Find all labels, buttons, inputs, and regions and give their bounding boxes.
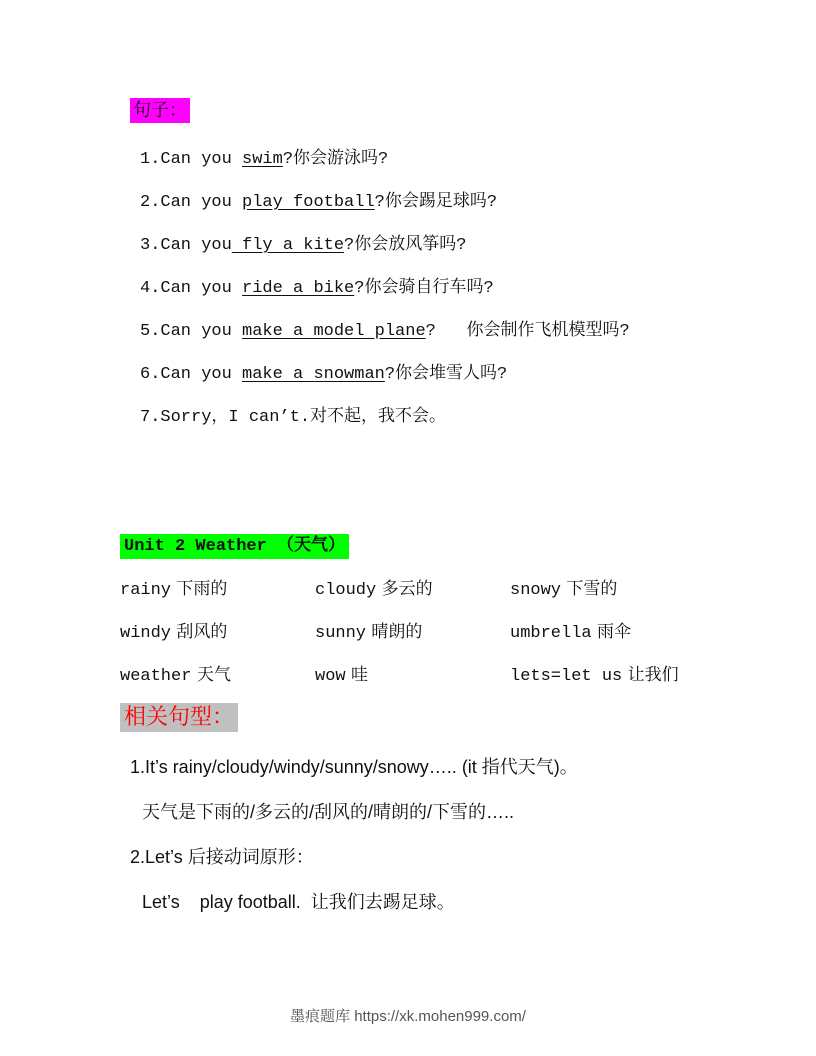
- unit2-heading: Unit 2 Weather （天气）: [120, 534, 349, 559]
- vocab-item: cloudy 多云的: [315, 579, 433, 600]
- sentence-2: 2.Can you play football?你会踢足球吗?: [140, 193, 498, 212]
- pattern-line-4: Let’s play football. 让我们去踢足球。: [142, 892, 455, 912]
- vocab-item: sunny 晴朗的: [315, 622, 423, 643]
- section-heading-sentences: 句子：: [130, 98, 190, 123]
- vocab-item: snowy 下雪的: [510, 579, 618, 600]
- vocab-item: windy 刮风的: [120, 622, 228, 643]
- patterns-heading: 相关句型：: [120, 703, 238, 732]
- sentence-1: 1.Can you swim?你会游泳吗?: [140, 150, 389, 169]
- vocab-item: wow 哇: [315, 665, 369, 686]
- pattern-line-3: 2.Let’s 后接动词原形：: [130, 847, 314, 867]
- pattern-line-2: 天气是下雨的/多云的/刮风的/晴朗的/下雪的…..: [142, 802, 515, 822]
- footer-watermark: 墨痕题库 https://xk.mohen999.com/: [290, 1008, 526, 1025]
- vocab-item: weather 天气: [120, 665, 231, 686]
- vocab-item: umbrella 雨伞: [510, 622, 632, 643]
- sentence-7: 7.Sorry，I can’t.对不起，我不会。: [140, 408, 447, 427]
- vocab-item: rainy 下雨的: [120, 579, 228, 600]
- vocab-item: lets=let us 让我们: [510, 665, 679, 686]
- pattern-line-1: 1.It’s rainy/cloudy/windy/sunny/snowy….. (it 指代天气)。: [130, 757, 578, 777]
- sentence-4: 4.Can you ride a bike?你会骑自行车吗?: [140, 279, 494, 298]
- sentence-6: 6.Can you make a snowman?你会堆雪人吗?: [140, 365, 508, 384]
- sentence-5: 5.Can you make a model plane? 你会制作飞机模型吗?: [140, 322, 630, 341]
- sentence-3: 3.Can you fly a kite?你会放风筝吗?: [140, 236, 467, 255]
